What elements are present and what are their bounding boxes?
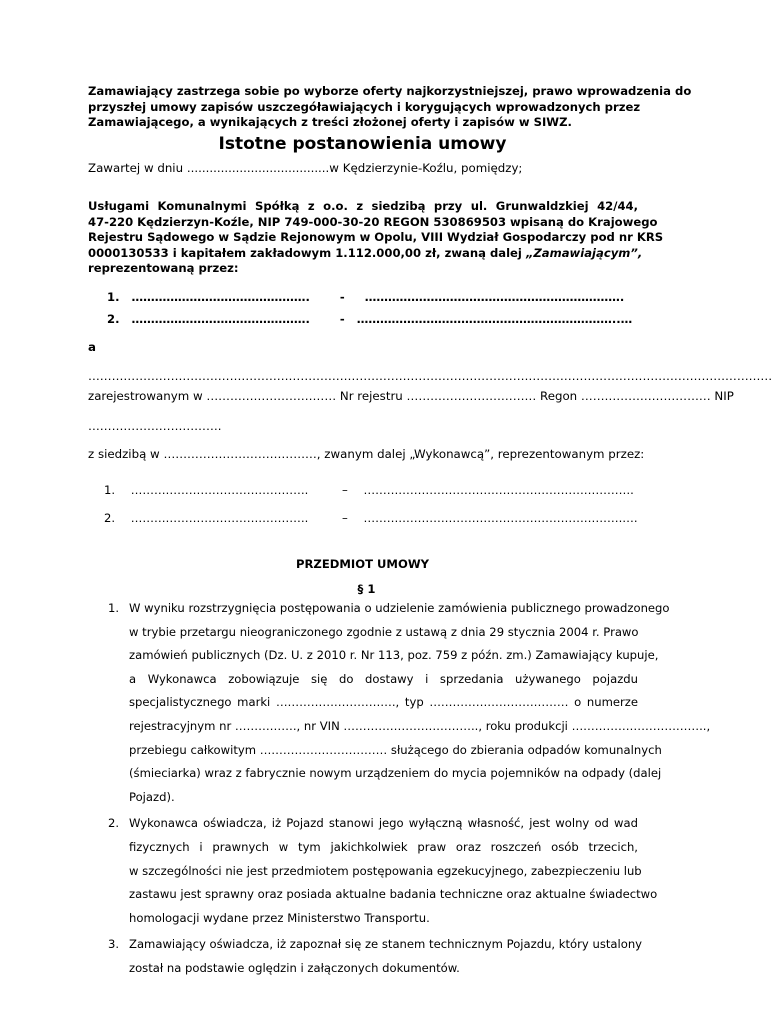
clause-number: 3. (108, 937, 120, 952)
clause-line: zamówień publicznych (Dz. U. z 2010 r. Nr 113, poz. 759 z późn. zm.) Zamawiający kupuje, (129, 648, 659, 663)
clause-line: przebiegu całkowitym …………………………… służącego do zbierania odpadów komunalnych (129, 742, 662, 757)
rep-function: …………………………………………………………..… (356, 312, 633, 326)
clause-item (88, 933, 643, 980)
rep-dash: – (342, 483, 348, 497)
clause-line: zastawu jest sprawny oraz posiada aktualne badania techniczne oraz aktualne świadectwo (129, 887, 658, 902)
rep-number: 1. (107, 290, 120, 304)
rep-number: 2. (107, 312, 120, 326)
clause-line: Wykonawca oświadcza, iż Pojazd stanowi jego wyłączną własność, jest wolny od wad (129, 816, 638, 831)
clause-number: 1. (108, 601, 120, 615)
rep-number: 2. (104, 511, 116, 525)
intro-paragraph (88, 84, 692, 131)
company-line: Rejestru Sądowego w Sądzie Rejonowym w Opolu, VIII Wydział Gospodarczy pod nr KRS (88, 230, 664, 244)
clause-list (88, 597, 711, 984)
company-line: reprezentowaną przez: (88, 261, 239, 275)
contractor-name-line: ………………………………………………………………………………………………………………………………………………………… (88, 369, 772, 383)
company-line: 0000130533 i kapitałem zakładowym 1.112.000,00 zł, zwaną dalej „Zamawiającym”, (88, 245, 643, 260)
clause-number: 2. (108, 816, 120, 831)
rep-number: 1. (104, 483, 116, 497)
concluded-line: Zawartej w dniu ......................................w Kędzierzynie-Koźlu, pomiędzy; (88, 161, 523, 175)
rep-name: ………………………………………. (130, 511, 309, 525)
contractor-rep-2 (104, 511, 638, 525)
rep-name: ………………………………………. (130, 483, 309, 497)
clause-line: został na podstawie oględzin i załączonych dokumentów. (129, 960, 460, 975)
clause-line: w szczególności nie jest przedmiotem postępowania egzekucyjnego, zabezpieczeniu lub (129, 863, 642, 878)
registered-line (88, 389, 734, 403)
clause-line: homologacji wydane przez Ministerstwo Transportu. (129, 910, 430, 925)
rep-function: …………………………………………………………. (364, 290, 625, 304)
intro-line: Zamawiający zastrzega sobie po wyborze oferty najkorzystniejszej, prawo wprowadzenia do (88, 84, 692, 98)
contractor-rep-1 (104, 483, 634, 497)
and-word: a (88, 340, 96, 354)
intro-line: przyszłej umowy zapisów uszczegóławiających i korygujących wprowadzonych przez (88, 99, 641, 114)
rep-dash: – (342, 511, 348, 525)
section-heading: PRZEDMIOT UMOWY (295, 557, 430, 571)
rep-dash: - (339, 312, 345, 326)
clause-line: a Wykonawca zobowiązuje się do dostawy i sprzedania używanego pojazdu (129, 671, 638, 686)
clause-line: fizycznych i prawnych w tym jakichkolwiek praw oraz roszczeń osób trzecich, (129, 839, 638, 854)
rep-dash: - (339, 290, 345, 304)
ordering-rep-2 (107, 312, 632, 326)
clause-line: (śmieciarka) wraz z fabrycznie nowym urządzeniem do mycia pojemników na odpady (dalej (129, 766, 662, 781)
clause-item (88, 597, 711, 809)
clause-item (88, 812, 658, 930)
company-line: Usługami Komunalnymi Spółką z o.o. z siedzibą przy ul. Grunwaldzkiej 42/44, (88, 199, 638, 213)
intro-line: Zamawiającego, a wynikających z treści złożonej oferty i zapisów w SIWZ. (88, 115, 572, 129)
rep-function: ………………………………………………………….…. (363, 511, 638, 525)
rep-name: ………………………………………. (131, 312, 310, 326)
clause-line: rejestracyjnym nr ……………., nr VIN …………………………….., roku produkcji …………………………….., (129, 718, 711, 733)
quoted-party-name: „Zamawiającym”, (525, 245, 643, 260)
paragraph-mark: § 1 (357, 582, 376, 596)
company-line: 47-220 Kędzierzyn-Koźle, NIP 749-000-30-20 REGON 530869503 wpisaną do Krajowego (88, 214, 658, 229)
ordering-rep-1 (107, 290, 624, 304)
nip-line: ……………………………. (88, 419, 222, 433)
clause-line: W wyniku rozstrzygnięcia postępowania o udzielenie zamówienia publicznego prowadzonego (129, 601, 670, 615)
clause-line: specjalistycznego marki …………………………., typ ……………………………… o numerze (129, 695, 638, 710)
clause-line: w trybie przetargu nieograniczonego zgodnie z ustawą z dnia 29 stycznia 2004 r. Prawo (129, 624, 639, 639)
page-title: Istotne postanowienia umowy (218, 134, 507, 154)
clause-line: Zamawiający oświadcza, iż zapoznał się ze stanem technicznym Pojazdu, który ustalony (129, 937, 643, 952)
registered-text: zarejestrowanym w …………………………… Nr rejestru …………………………… Regon …………………………… NIP (88, 389, 734, 403)
clause-line: Pojazd). (129, 789, 175, 804)
rep-name: ………………………………………. (131, 290, 310, 304)
contractor-seat-line: z siedzibą w …………………………………, zwanym dalej „Wykonawcą”, reprezentowanym przez: (88, 447, 645, 461)
rep-function: ……………………………………………………………. (363, 483, 634, 497)
company-paragraph (88, 199, 664, 277)
